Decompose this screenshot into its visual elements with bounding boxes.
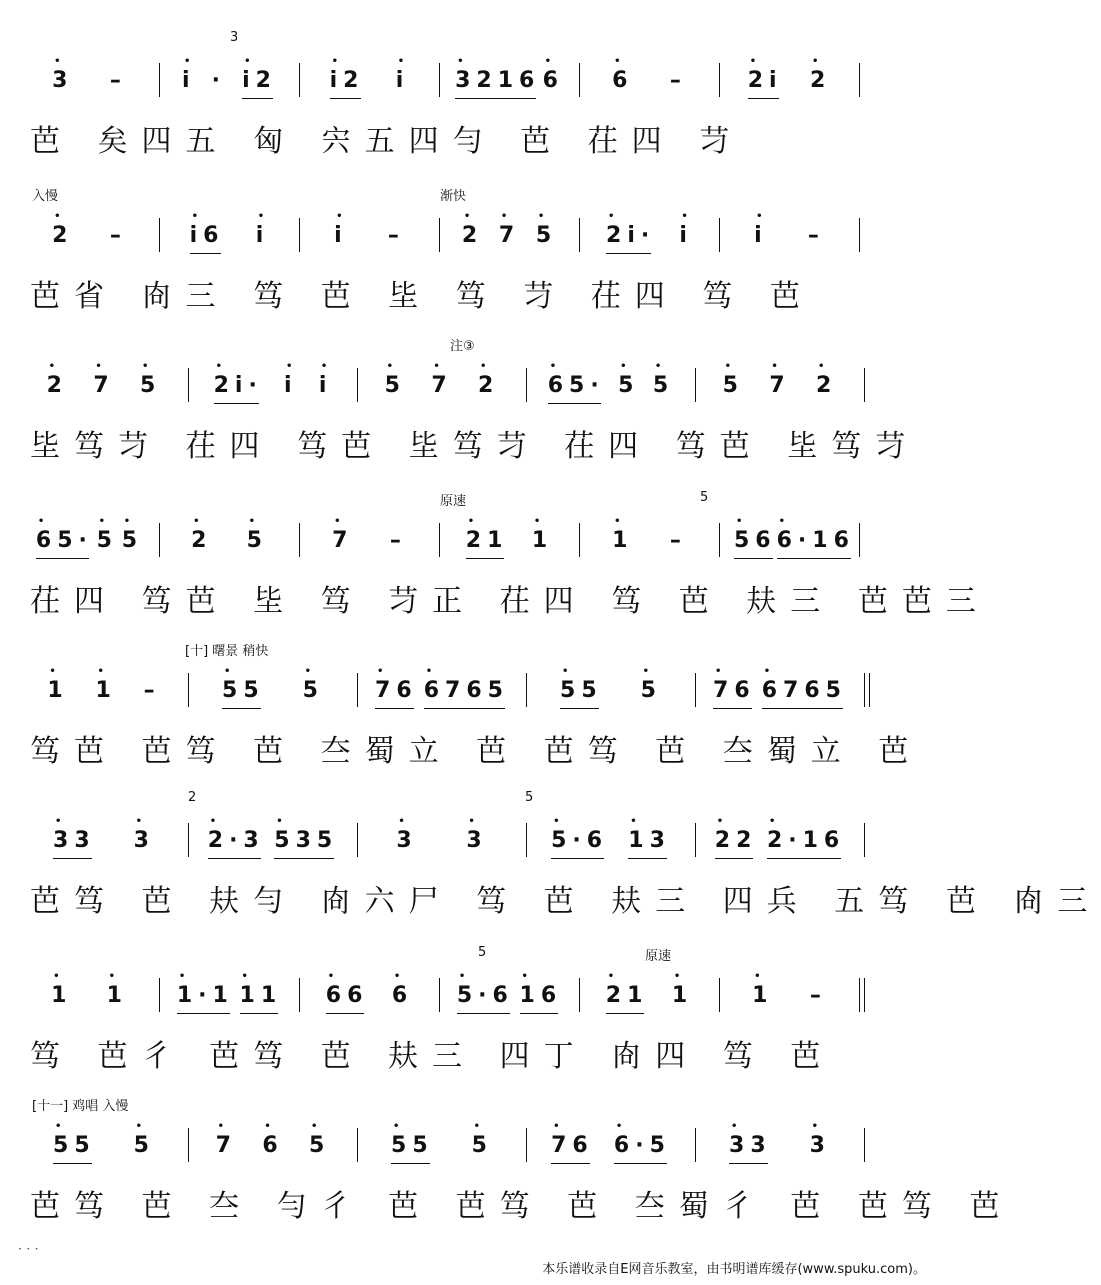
note: – bbox=[669, 67, 687, 93]
note: • 1 bbox=[532, 528, 553, 553]
note: • 1 bbox=[107, 983, 128, 1008]
annotation-text: 原速 bbox=[645, 949, 672, 964]
annotation-text: 3 bbox=[230, 30, 239, 45]
bar-line bbox=[859, 523, 860, 557]
guqin-tablature: 芭笃 芭 夳 勻彳 芭 芭笃 芭 夳蜀彳 芭 芭笃 芭 bbox=[30, 1189, 1014, 1224]
note: • 5 bbox=[618, 373, 639, 398]
note: • 535 bbox=[274, 828, 338, 853]
note: • 1 bbox=[672, 983, 693, 1008]
measure bbox=[372, 365, 512, 405]
measure bbox=[34, 670, 174, 710]
note: • 2 bbox=[52, 223, 73, 248]
note: • 5 bbox=[309, 1133, 330, 1158]
measure bbox=[734, 60, 845, 100]
bar-line bbox=[159, 63, 160, 97]
notation-measures bbox=[0, 365, 940, 405]
line-annotations bbox=[0, 945, 940, 967]
annotation-text: 原速 bbox=[440, 494, 467, 509]
bar-line bbox=[188, 823, 189, 857]
note: • 33 bbox=[729, 1133, 772, 1158]
bar-line bbox=[439, 978, 440, 1012]
note: • i bbox=[679, 223, 693, 248]
notation-measures bbox=[0, 215, 940, 255]
note: – bbox=[809, 982, 827, 1008]
bar-line bbox=[719, 63, 720, 97]
guqin-tablature: 坒笃䒒 茌四 笃芭 坒笃䒒 茌四 笃芭 坒笃䒒 bbox=[30, 429, 920, 464]
measure bbox=[314, 60, 425, 100]
note: • 16 bbox=[520, 983, 563, 1008]
annotation-text: 注③ bbox=[450, 339, 475, 354]
bar-line bbox=[299, 523, 300, 557]
bar-line bbox=[439, 63, 440, 97]
line-annotations bbox=[0, 790, 940, 812]
guqin-tablature: 笃 芭彳 芭笃 芭 㚘三 四丁 㕯四 笃 芭 bbox=[30, 1039, 835, 1074]
note: • 7 bbox=[216, 1133, 237, 1158]
measure bbox=[174, 215, 285, 255]
bar-line bbox=[159, 978, 160, 1012]
measure bbox=[454, 60, 565, 100]
footer-credit: 本乐谱收录自E网音乐教室，由书明谱库缓存(www.spuku.com)。 bbox=[542, 1262, 926, 1277]
guqin-tablature: 茌四 笃芭 坒 笃 䒒正 茌四 笃 芭 㚘三 芭芭三 bbox=[30, 584, 990, 619]
note: – bbox=[807, 222, 825, 248]
note: • 5 bbox=[97, 528, 118, 553]
note: • 76 bbox=[713, 678, 756, 703]
measure bbox=[734, 215, 845, 255]
guqin-tablature: 芭省 㕯三 笃 芭 坒 笃 䒒 茌四 笃 芭 bbox=[30, 279, 814, 314]
note: • 21 bbox=[606, 983, 649, 1008]
note: – bbox=[143, 677, 161, 703]
note: • 1·1 bbox=[177, 983, 234, 1008]
notation-measures bbox=[0, 520, 940, 560]
note: • 3 bbox=[466, 828, 487, 853]
measure bbox=[203, 1125, 343, 1165]
notation-measures bbox=[0, 1125, 940, 1165]
note: • 22 bbox=[715, 828, 758, 853]
note: • 7 bbox=[499, 223, 520, 248]
measure bbox=[454, 975, 565, 1015]
guqin-tablature: 笃芭 芭笃 芭 夳蜀立 芭 芭笃 芭 夳蜀立 芭 bbox=[30, 734, 923, 769]
note: • 6·5 bbox=[614, 1133, 671, 1158]
bar-line bbox=[439, 523, 440, 557]
bar-line bbox=[159, 218, 160, 252]
measure bbox=[203, 820, 343, 860]
note: • 6·16 bbox=[777, 528, 855, 553]
note: – bbox=[109, 222, 127, 248]
note: • 76 bbox=[375, 678, 418, 703]
note: • 5 bbox=[385, 373, 406, 398]
bar-line bbox=[526, 368, 527, 402]
measure bbox=[454, 520, 565, 560]
note: • 1 bbox=[47, 678, 68, 703]
bar-line bbox=[526, 1128, 527, 1162]
measure bbox=[594, 975, 705, 1015]
measure bbox=[34, 365, 174, 405]
bar-line bbox=[695, 823, 696, 857]
measure bbox=[314, 975, 425, 1015]
measure bbox=[710, 820, 850, 860]
note: • i6 bbox=[190, 223, 225, 248]
note: • 1 bbox=[51, 983, 72, 1008]
measure bbox=[454, 215, 565, 255]
note: • i bbox=[754, 223, 768, 248]
measure bbox=[594, 60, 705, 100]
measure bbox=[34, 60, 145, 100]
note: • i bbox=[334, 223, 348, 248]
note: • i2 bbox=[330, 68, 365, 93]
measure bbox=[372, 820, 512, 860]
bar-line bbox=[299, 63, 300, 97]
note: • 55 bbox=[560, 678, 603, 703]
line-annotations bbox=[0, 185, 940, 207]
bar-line bbox=[864, 673, 870, 707]
note: • 2 bbox=[191, 528, 212, 553]
note: • 3 bbox=[810, 1133, 831, 1158]
note: • 5 bbox=[536, 223, 557, 248]
measure bbox=[34, 820, 174, 860]
note: • 1 bbox=[752, 983, 773, 1008]
bar-line bbox=[159, 523, 160, 557]
bar-line bbox=[579, 978, 580, 1012]
guqin-tablature: 芭笃 芭 㚘勻 㕯六尸 笃 芭 㚘三 四兵 五笃 芭 㕯三 bbox=[30, 884, 1101, 919]
note: • 2·16 bbox=[767, 828, 845, 853]
bar-line bbox=[526, 823, 527, 857]
measure bbox=[541, 1125, 681, 1165]
note: • i bbox=[182, 68, 196, 93]
note: • 2 bbox=[47, 373, 68, 398]
bar-line bbox=[859, 63, 860, 97]
line-annotations bbox=[0, 335, 940, 357]
measure bbox=[594, 520, 705, 560]
note: • 5 bbox=[303, 678, 324, 703]
note: • 11 bbox=[240, 983, 283, 1008]
note: • 2 bbox=[816, 373, 837, 398]
note: • 2 bbox=[462, 223, 483, 248]
annotation-text: 渐快 bbox=[440, 189, 467, 204]
bar-line bbox=[188, 368, 189, 402]
note: • 1 bbox=[612, 528, 633, 553]
note: • 2 bbox=[478, 373, 499, 398]
note: • 6 bbox=[392, 983, 413, 1008]
note: • 5 bbox=[653, 373, 674, 398]
note: • 5·6 bbox=[551, 828, 608, 853]
measure bbox=[174, 975, 285, 1015]
measure bbox=[34, 520, 145, 560]
measure bbox=[710, 1125, 850, 1165]
note: • i bbox=[396, 68, 410, 93]
note: • 7 bbox=[332, 528, 353, 553]
measure bbox=[174, 520, 285, 560]
note: • 55 bbox=[391, 1133, 434, 1158]
note: • 5·6 bbox=[457, 983, 514, 1008]
measure bbox=[203, 365, 343, 405]
note: • 6765 bbox=[424, 678, 509, 703]
measure bbox=[314, 215, 425, 255]
notation-measures bbox=[0, 820, 940, 860]
notation-measures bbox=[0, 670, 940, 710]
bar-line bbox=[864, 823, 865, 857]
line-annotations bbox=[0, 640, 940, 662]
measure bbox=[34, 1125, 174, 1165]
annotation-text: 入慢 bbox=[32, 189, 59, 204]
note: • 55 bbox=[53, 1133, 96, 1158]
annotation-text: 5 bbox=[700, 490, 709, 505]
bar-line bbox=[719, 978, 720, 1012]
bar-line bbox=[299, 978, 300, 1012]
notation-measures bbox=[0, 975, 940, 1015]
line-annotations bbox=[0, 490, 940, 512]
measure bbox=[174, 60, 285, 100]
bar-line bbox=[579, 523, 580, 557]
bar-line bbox=[859, 978, 865, 1012]
bar-line bbox=[357, 823, 358, 857]
note: • 6765 bbox=[762, 678, 847, 703]
measure bbox=[541, 820, 681, 860]
note: • 5 bbox=[140, 373, 161, 398]
note: • i2 bbox=[242, 68, 277, 93]
note: • 2i· bbox=[214, 373, 263, 398]
bar-line bbox=[859, 218, 860, 252]
note: • 21 bbox=[466, 528, 509, 553]
bar-line bbox=[188, 673, 189, 707]
guqin-tablature: 芭 矣四五 匈 宍五四勻 芭 茌四 䒒 bbox=[30, 124, 744, 159]
measure bbox=[710, 670, 850, 710]
note: • 56 bbox=[734, 528, 777, 553]
bar-line bbox=[299, 218, 300, 252]
note: • 2 bbox=[810, 68, 831, 93]
bar-line bbox=[526, 673, 527, 707]
note: • 6 bbox=[262, 1133, 283, 1158]
note: • 55 bbox=[222, 678, 265, 703]
bar-line bbox=[719, 523, 720, 557]
bar-line bbox=[719, 218, 720, 252]
bar-line bbox=[188, 1128, 189, 1162]
measure bbox=[541, 670, 681, 710]
notation-measures bbox=[0, 60, 940, 100]
measure bbox=[541, 365, 681, 405]
note: • 65· bbox=[36, 528, 93, 553]
bar-line bbox=[579, 63, 580, 97]
note: – bbox=[109, 67, 127, 93]
note: • 2·3 bbox=[208, 828, 265, 853]
bar-line bbox=[357, 673, 358, 707]
note: • 2i· bbox=[606, 223, 655, 248]
note: • 3 bbox=[396, 828, 417, 853]
measure bbox=[34, 215, 145, 255]
note: • 7 bbox=[93, 373, 114, 398]
measure bbox=[372, 670, 512, 710]
note: • i bbox=[284, 373, 298, 398]
note: • 5 bbox=[247, 528, 268, 553]
annotation-text: 2 bbox=[188, 790, 197, 805]
bar-line bbox=[357, 368, 358, 402]
measure bbox=[734, 520, 855, 560]
note: • 65· bbox=[548, 373, 605, 398]
bar-line bbox=[695, 368, 696, 402]
note: • 2i bbox=[748, 68, 783, 93]
line-annotations bbox=[0, 30, 940, 52]
note: • 6 bbox=[612, 68, 633, 93]
bar-line bbox=[695, 1128, 696, 1162]
note: • 7 bbox=[431, 373, 452, 398]
annotation-text: [十一] 鸡唱 入慢 bbox=[32, 1099, 129, 1114]
bar-line bbox=[579, 218, 580, 252]
measure bbox=[34, 975, 145, 1015]
note: • 5 bbox=[134, 1133, 155, 1158]
line-annotations bbox=[0, 1095, 940, 1117]
note: • 3 bbox=[134, 828, 155, 853]
note: • 76 bbox=[551, 1133, 594, 1158]
measure bbox=[594, 215, 705, 255]
measure bbox=[372, 1125, 512, 1165]
note: • 33 bbox=[53, 828, 96, 853]
note: • i bbox=[256, 223, 270, 248]
note: – bbox=[669, 527, 687, 553]
measure bbox=[203, 670, 343, 710]
measure bbox=[314, 520, 425, 560]
bar-line bbox=[864, 1128, 865, 1162]
note: – bbox=[389, 527, 407, 553]
bar-line bbox=[864, 368, 865, 402]
note: – bbox=[387, 222, 405, 248]
note: • i bbox=[319, 373, 333, 398]
note: • 5 bbox=[723, 373, 744, 398]
note: • 5 bbox=[472, 1133, 493, 1158]
note: • 3216 bbox=[455, 68, 540, 93]
bar-line bbox=[439, 218, 440, 252]
measure bbox=[710, 365, 850, 405]
note: • 3 bbox=[52, 68, 73, 93]
note: · bbox=[211, 67, 227, 93]
note: • 7 bbox=[769, 373, 790, 398]
note: • 5 bbox=[122, 528, 143, 553]
bar-line bbox=[695, 673, 696, 707]
note: • 13 bbox=[628, 828, 671, 853]
note: • 5 bbox=[641, 678, 662, 703]
bar-line bbox=[357, 1128, 358, 1162]
annotation-text: 5 bbox=[525, 790, 534, 805]
measure bbox=[734, 975, 845, 1015]
annotation-text: [十] 曙景 稍快 bbox=[185, 644, 269, 659]
note: • 1 bbox=[95, 678, 116, 703]
page-marker: · · · bbox=[18, 1242, 39, 1257]
note: • 6 bbox=[543, 68, 564, 93]
annotation-text: 5 bbox=[478, 945, 487, 960]
note: • 66 bbox=[326, 983, 369, 1008]
